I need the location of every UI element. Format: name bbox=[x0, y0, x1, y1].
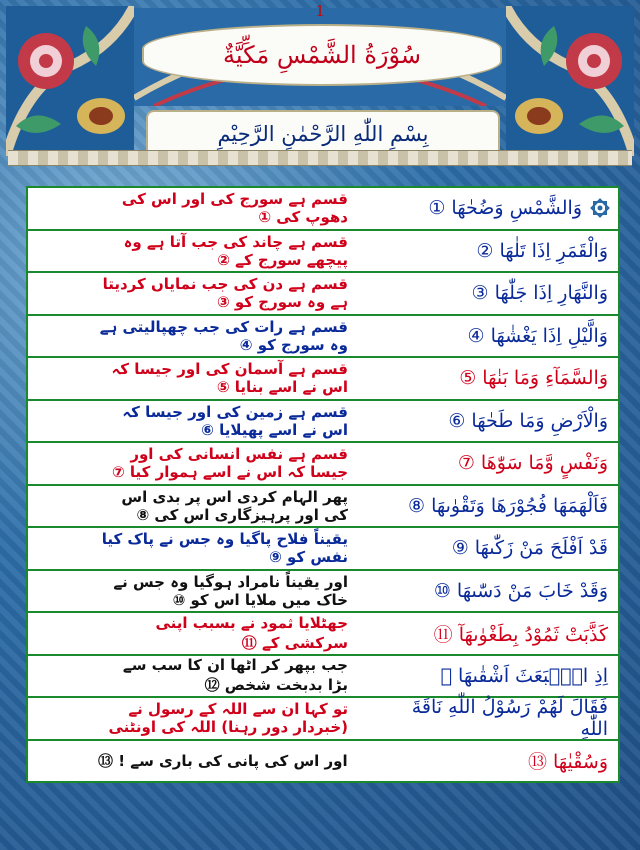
page-number: 1 bbox=[315, 2, 325, 20]
verse-arabic: فَاَلْهَمَهَا فُجُوْرَهَا وَتَقْوٰىهَا ⑧ bbox=[408, 494, 608, 517]
verse-row bbox=[28, 231, 618, 274]
verse-arabic: وَالَّيْلِ اِذَا يَغْشٰهَا ④ bbox=[467, 324, 608, 347]
verse-row bbox=[28, 741, 618, 782]
verse-translation: قسم ہے دن کی جب نمایاں کردیتا ہے وہ سورج کو ③ bbox=[102, 275, 348, 312]
verse-row bbox=[28, 698, 618, 741]
verse-arabic: وَسُقْيٰهَا ⑬ bbox=[527, 751, 608, 774]
verse-translation: اور اس کی پانی کی باری سے ! ⑬ bbox=[98, 752, 348, 771]
verse-arabic: وَالْاَرْضِ وَمَا طَحٰهَا ⑥ bbox=[448, 409, 608, 432]
verse-arabic: كَذَّبَتْ ثَمُوْدُ بِطَغْوٰىهَآ ⑪ bbox=[433, 623, 608, 646]
verse-arabic: وَقَدْ خَابَ مَنْ دَسّٰىهَا ⑩ bbox=[433, 579, 608, 602]
verse-translation: قسم ہے زمین کی اور جیسا کہ اس نے اسے پھیلایا ⑥ bbox=[122, 402, 348, 439]
verse-arabic: قَدْ اَفْلَحَ مَنْ زَكّٰىهَا ⑨ bbox=[451, 537, 608, 560]
verse-translation: جب بپھر کر اٹھا ان کا سب سے بڑا بدبخت شخص ⑫ bbox=[122, 656, 348, 695]
verse-row bbox=[28, 571, 618, 614]
verse-arabic: وَنَفْسٍ وَّمَا سَوّٰهَا ⑦ bbox=[457, 452, 608, 475]
verse-translation: قسم ہے آسمان کی اور جیسا کہ اس نے اسے بنایا ⑤ bbox=[111, 360, 348, 397]
verse-arabic: اِذِ انْۢبَعَثَ اَشْقٰىهَا ⑫ bbox=[440, 664, 608, 687]
verse-translation: تو کہا ان سے اللہ کے رسول نے (خبردار دور رہنا) اللہ کی اونٹنی bbox=[108, 700, 348, 737]
verse-translation: یقیناً فلاح پاگیا وہ جس نے پاک کیا نفس کو ⑨ bbox=[101, 530, 348, 567]
verse-row bbox=[28, 188, 618, 231]
bismillah-text: بِسْمِ اللّٰهِ الرَّحْمٰنِ الرَّحِيْمِ bbox=[217, 122, 429, 146]
verse-arabic: وَالشَّمْسِ وَضُحٰهَا ① bbox=[428, 197, 582, 220]
verse-translation: قسم ہے رات کی جب چھپالیتی ہے وہ سورج کو ④ bbox=[99, 317, 348, 354]
rub-el-hizb-icon bbox=[589, 197, 611, 219]
verse-row bbox=[28, 316, 618, 359]
verse-row bbox=[28, 401, 618, 444]
verse-arabic: وَالنَّهَارِ اِذَا جَلّٰهَا ③ bbox=[471, 282, 608, 305]
verse-translation: پھر الہام کردی اس پر بدی اس کی اور پرہیزگاری اس کی ⑧ bbox=[121, 487, 348, 524]
verse-translation: جھٹلایا ثمود نے بسبب اپنی سرکشی کے ⑪ bbox=[155, 613, 348, 652]
floral-ornament-icon bbox=[6, 6, 134, 156]
verse-row bbox=[28, 273, 618, 316]
surah-title: سُوْرَةُ الشَّمْسِ مَكِّيَّةٌ bbox=[222, 41, 421, 69]
verse-translation: قسم ہے نفس انسانی کی اور جیسا کہ اس نے اسے ہموار کیا ⑦ bbox=[111, 445, 348, 482]
verse-row bbox=[28, 358, 618, 401]
verse-arabic: وَالْقَمَرِ اِذَا تَلٰهَا ② bbox=[476, 239, 608, 262]
floral-ornament-icon bbox=[506, 6, 634, 156]
surah-title-box bbox=[142, 24, 502, 86]
verse-frame bbox=[4, 168, 636, 848]
header-ornament bbox=[0, 0, 640, 160]
verse-row bbox=[28, 656, 618, 699]
verse-arabic: فَقَالَ لَهُمْ رَسُوْلُ اللّٰهِ نَاقَةَ اللّٰهِ bbox=[411, 696, 608, 741]
header-divider bbox=[8, 150, 632, 166]
verse-arabic: وَالسَّمَآءِ وَمَا بَنٰهَا ⑤ bbox=[459, 367, 608, 390]
verse-translation: اور یقیناً نامراد ہوگیا وہ جس نے خاک میں ملایا اس کو ⑩ bbox=[113, 572, 348, 609]
verse-row bbox=[28, 528, 618, 571]
verse-row bbox=[28, 486, 618, 529]
verse-translation: قسم ہے چاند کی جب آتا ہے وہ پیچھے سورج کے ② bbox=[123, 232, 348, 269]
verse-row bbox=[28, 443, 618, 486]
verse-row bbox=[28, 613, 618, 656]
verse-translation: قسم ہے سورج کی اور اس کی دھوپ کی ① bbox=[121, 190, 348, 227]
verse-table bbox=[26, 186, 620, 783]
